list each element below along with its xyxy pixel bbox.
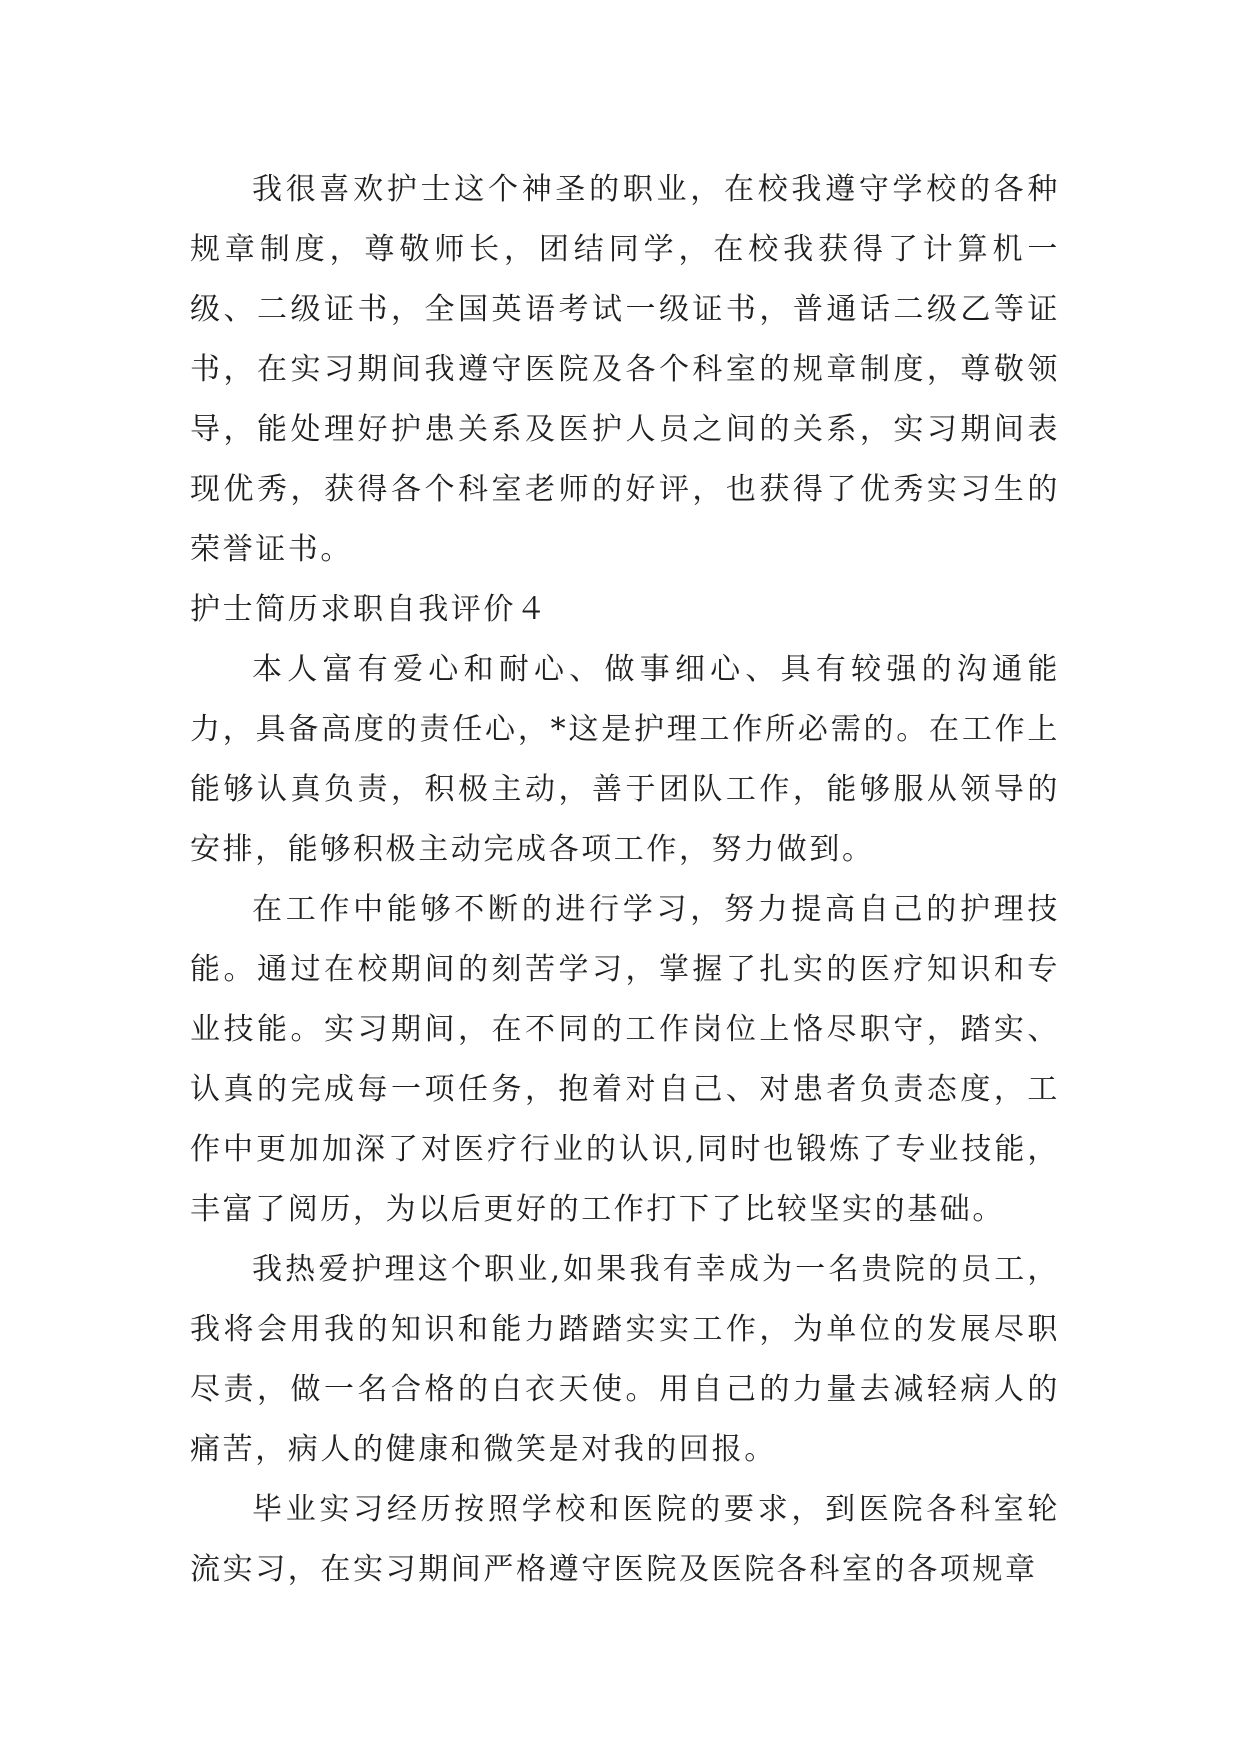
document-body	[190, 160, 1060, 1600]
paragraph: 在工作中能够不断的进行学习，努力提高自己的护理技能。通过在校期间的刻苦学习，掌握了扎实的医疗知识和专业技能。实习期间，在不同的工作岗位上恪尽职守，踏实、认真的完成每一项任务，抱着对自己、对患者负责态度，工作中更加加深了对医疗行业的认识,同时也锻炼了专业技能，丰富了阅历，为以后更好的工作打下了比较坚实的基础。	[190, 892, 1060, 1227]
paragraph: 本人富有爱心和耐心、做事细心、具有较强的沟通能力，具备高度的责任心，*这是护理工作所必需的。在工作上能够认真负责，积极主动，善于团队工作，能够服从领导的安排，能够积极主动完成各项工作，努力做到。	[190, 652, 1060, 867]
paragraph: 我很喜欢护士这个神圣的职业，在校我遵守学校的各种规章制度，尊敬师长，团结同学，在校我获得了计算机一级、二级证书，全国英语考试一级证书，普通话二级乙等证书，在实习期间我遵守医院及各个科室的规章制度，尊敬领导，能处理好护患关系及医护人员之间的关系，实习期间表现优秀，获得各个科室老师的好评，也获得了优秀实习生的荣誉证书。	[190, 172, 1060, 567]
paragraph: 我热爱护理这个职业,如果我有幸成为一名贵院的员工，我将会用我的知识和能力踏踏实实工作，为单位的发展尽职尽责，做一名合格的白衣天使。用自己的力量去减轻病人的痛苦，病人的健康和微笑是对我的回报。	[190, 1252, 1060, 1467]
paragraph: 毕业实习经历按照学校和医院的要求，到医院各科室轮流实习，在实习期间严格遵守医院及医院各科室的各项规章	[190, 1492, 1060, 1587]
section-heading: 护士简历求职自我评价４	[190, 592, 549, 627]
